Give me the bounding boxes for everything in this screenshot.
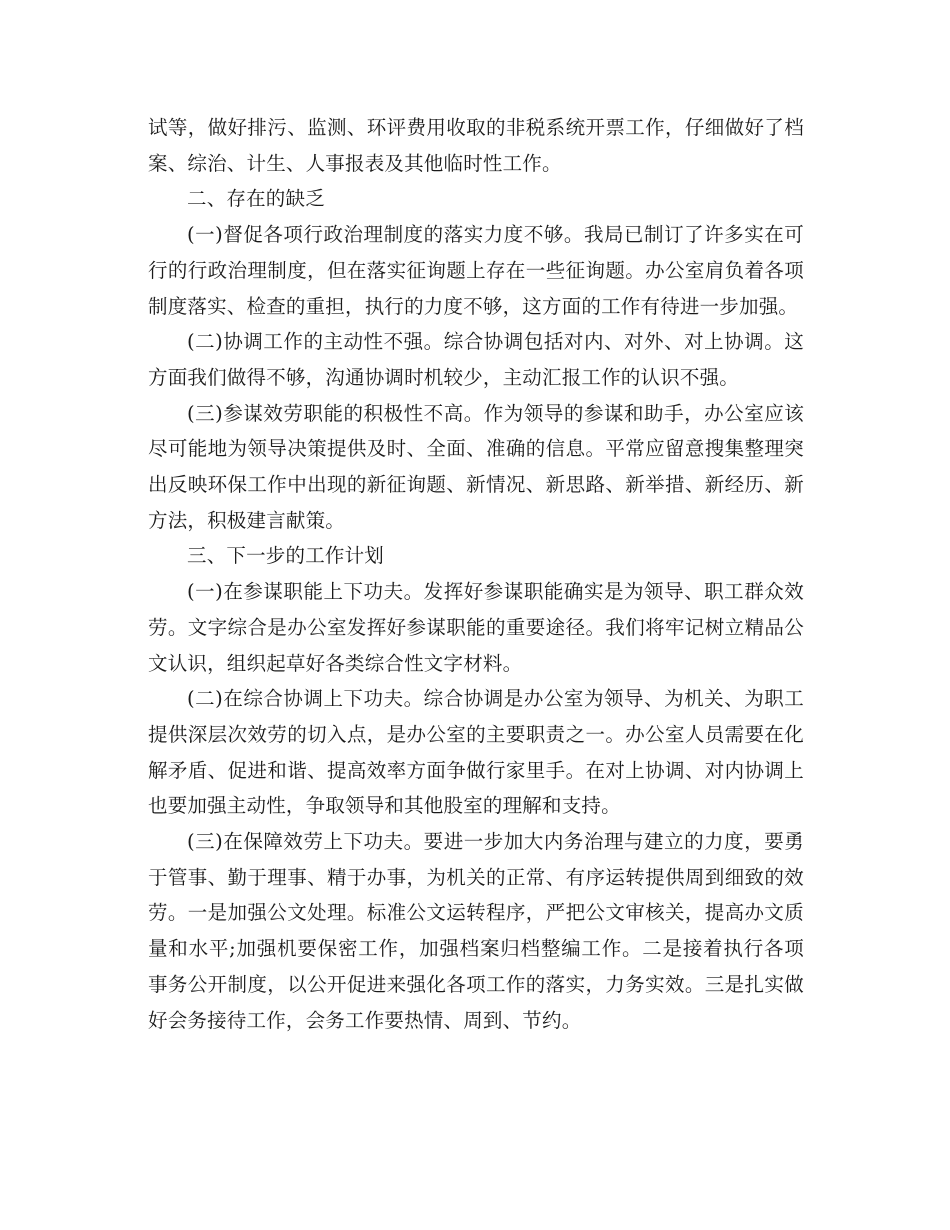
paragraph-shortcoming-3: (三)参谋效劳职能的积极性不高。作为领导的参谋和助手，办公室应该尽可能地为领导决策提供及时、全面、准确的信息。平常应留意搜集整理突出反映环保工作中出现的新征询题、新情况、新思路、新举措、新经历、新方法，积极建言献策。	[148, 401, 804, 532]
paragraph-shortcoming-2: (二)协调工作的主动性不强。综合协调包括对内、对外、对上协调。这方面我们做得不够，沟通协调时机较少，主动汇报工作的认识不强。	[148, 330, 804, 389]
paragraph-plan-2: (二)在综合协调上下功夫。综合协调是办公室为领导、为机关、为职工提供深层次效劳的切入点，是办公室的主要职责之一。办公室人员需要在化解矛盾、促进和谐、提高效率方面争做行家里手。在对上协调、对内协调上也要加强主动性，争取领导和其他股室的理解和支持。	[148, 687, 804, 818]
paragraph-continued: 试等，做好排污、监测、环评费用收取的非税系统开票工作，仔细做好了档案、综治、计生、人事报表及其他临时性工作。	[148, 116, 804, 175]
paragraph-shortcoming-1: (一)督促各项行政治理制度的落实力度不够。我局已制订了许多实在可行的行政治理制度，但在落实征询题上存在一些征询题。办公室肩负着各项制度落实、检查的重担，执行的力度不够，这方面的工作有待进一步加强。	[148, 223, 804, 318]
paragraph-plan-3: (三)在保障效劳上下功夫。要进一步加大内务治理与建立的力度，要勇于管事、勤于理事、精于办事，为机关的正常、有序运转提供周到细致的效劳。一是加强公文处理。标准公文运转程序，严把公文审核关，提高办文质量和水平;加强机要保密工作，加强档案归档整编工作。二是接着执行各项事务公开制度，以公开促进来强化各项工作的落实，力务实效。三是扎实做好会务接待工作，会务工作要热情、周到、节约。	[148, 830, 804, 1032]
section-heading-shortcomings: 二、存在的缺乏	[187, 187, 325, 211]
paragraph-plan-1: (一)在参谋职能上下功夫。发挥好参谋职能确实是为领导、职工群众效劳。文字综合是办公室发挥好参谋职能的重要途径。我们将牢记树立精品公文认识，组织起草好各类综合性文字材料。	[148, 580, 804, 675]
document-body	[148, 110, 804, 1038]
section-heading-next-plan: 三、下一步的工作计划	[187, 544, 385, 568]
